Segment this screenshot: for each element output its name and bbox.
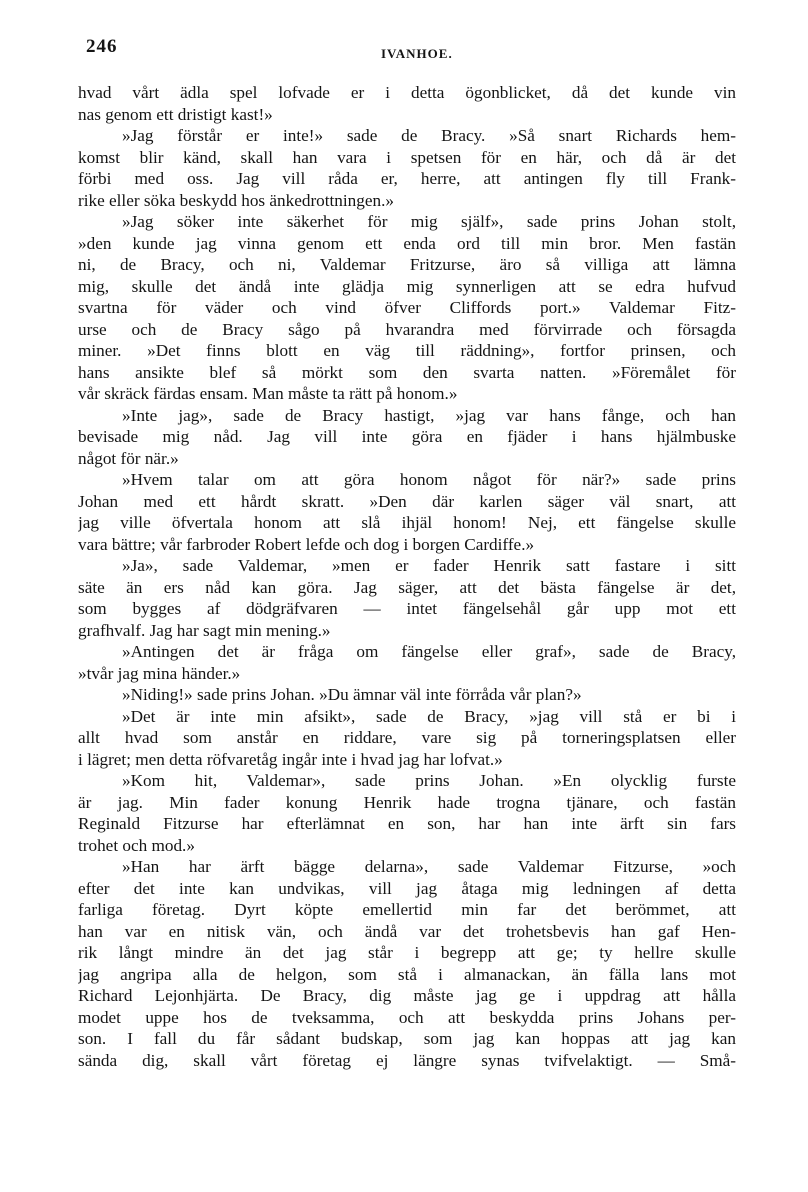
text-line: »Jag förstår er inte!» sade de Bracy. »Så snart Richards hem-	[122, 126, 736, 145]
text-line: »Antingen det är fråga om fängelse eller graf», sade de Bracy,	[122, 642, 736, 661]
page-number: 246	[86, 36, 118, 57]
text-line: vara bättre; vår farbroder Robert lefde och dog i borgen Cardiffe.»	[78, 534, 535, 554]
text-line: som bygges af dödgräfvaren — intet fängelsehål går upp mot ett	[78, 599, 736, 618]
text-line: vår skräck färdas ensam. Man måste ta rätt på honom.»	[78, 384, 458, 403]
text-line: förbi med oss. Jag vill råda er, herre, att antingen fly till Frank-	[78, 169, 736, 188]
body-text	[78, 82, 736, 1071]
text-line: Reginald Fitzurse har efterlämnat en son, har han inte ärft sin fars	[78, 814, 736, 833]
text-line: trohet och mod.»	[78, 835, 195, 855]
text-line: i lägret; men detta röfvaretåg ingår inte i hvad jag har lofvat.»	[78, 749, 503, 769]
text-line: komst blir känd, skall han vara i spetsen för en här, och då är det	[78, 147, 736, 167]
text-line: allt hvad som anstår en riddare, vare sig på torneringsplatsen eller	[78, 728, 736, 747]
text-line: Richard Lejonhjärta. De Bracy, dig måste jag ge i uppdrag att hålla	[78, 986, 736, 1005]
text-line: rik långt mindre än det jag står i begrepp att ge; ty hellre skulle	[78, 943, 736, 962]
text-line: något för när.»	[78, 448, 179, 468]
text-line: jag ville öfvertala honom att slå ihjäl honom! Nej, ett fängelse skulle	[78, 513, 736, 532]
text-line: nas genom ett dristigt kast!»	[78, 104, 273, 124]
text-line: grafhvalf. Jag har sagt min mening.»	[78, 620, 331, 640]
text-line: »Det är inte min afsikt», sade de Bracy, »jag vill stå er bi i	[122, 706, 736, 726]
text-line: sända dig, skall vårt företag ej längre synas tvifvelaktigt. — Små-	[78, 1050, 736, 1070]
text-line: säte än ers nåd kan göra. Jag säger, att det bästa fängelse är det,	[78, 577, 736, 597]
text-line: svartna för väder och vind öfver Cliffords port.» Valdemar Fitz-	[78, 298, 736, 317]
text-line: hvad vårt ädla spel lofvade er i detta ögonblicket, då det kunde vin	[78, 83, 736, 102]
text-line: är jag. Min fader konung Henrik hade trogna tjänare, och fastän	[78, 792, 736, 812]
text-line: son. I fall du får sådant budskap, som jag kan hoppas att jag kan	[78, 1029, 736, 1048]
text-line: Johan med ett hårdt skratt. »Den där karlen säger väl snart, att	[78, 491, 736, 511]
text-line: »Kom hit, Valdemar», sade prins Johan. »En olycklig furste	[122, 771, 736, 790]
text-line: »Ja», sade Valdemar, »men er fader Henrik satt fastare i sitt	[122, 556, 736, 575]
text-line: »tvår jag mina händer.»	[78, 663, 241, 683]
text-line: jag angripa alla de helgon, som stå i almanackan, än fälla lans mot	[78, 964, 736, 984]
text-line: »Han har ärft bägge delarna», sade Valdemar Fitzurse, »och	[122, 857, 736, 876]
page-header	[86, 36, 730, 66]
text-line: miner. »Det finns blott en väg till räddning», fortfor prinsen, och	[78, 341, 736, 360]
text-line: rike eller söka beskydd hos änkedrottningen.»	[78, 190, 394, 210]
text-line: ni, de Bracy, och ni, Valdemar Fritzurse, äro så villiga att lämna	[78, 255, 736, 274]
text-line: efter det inte kan undvikas, vill jag åtaga mig ledningen af detta	[78, 878, 736, 898]
text-line: »Inte jag», sade de Bracy hastigt, »jag var hans fånge, och han	[122, 405, 736, 425]
text-line: farliga företag. Dyrt köpte emellertid min far det berömmet, att	[78, 900, 736, 919]
text-line: »Jag söker inte säkerhet för mig själf», sade prins Johan stolt,	[122, 212, 736, 231]
text-line: han var en nitisk vän, och ändå var det trohetsbevis han gaf Hen-	[78, 921, 736, 941]
text-line: bevisade mig nåd. Jag vill inte göra en fjäder i hans hjälmbuske	[78, 427, 736, 446]
text-line: hans ansikte blef så mörkt som den svarta natten. »Föremålet för	[78, 362, 736, 382]
text-line: mig, skulle det ändå inte glädja mig synnerligen att se edra hufvud	[78, 276, 736, 296]
text-line: »den kunde jag vinna genom ett enda ord till min bror. Men fastän	[78, 233, 736, 253]
text-line: »Hvem talar om att göra honom något för när?» sade prins	[122, 470, 736, 489]
text-line: modet uppe hos de tveksamma, och att beskydda prins Johans per-	[78, 1007, 736, 1027]
running-title: IVANHOE.	[381, 46, 453, 61]
text-line: urse och de Bracy sågo på hvarandra med förvirrade och försagda	[78, 319, 736, 339]
text-line: »Niding!» sade prins Johan. »Du ämnar väl inte förråda vår plan?»	[122, 685, 582, 704]
